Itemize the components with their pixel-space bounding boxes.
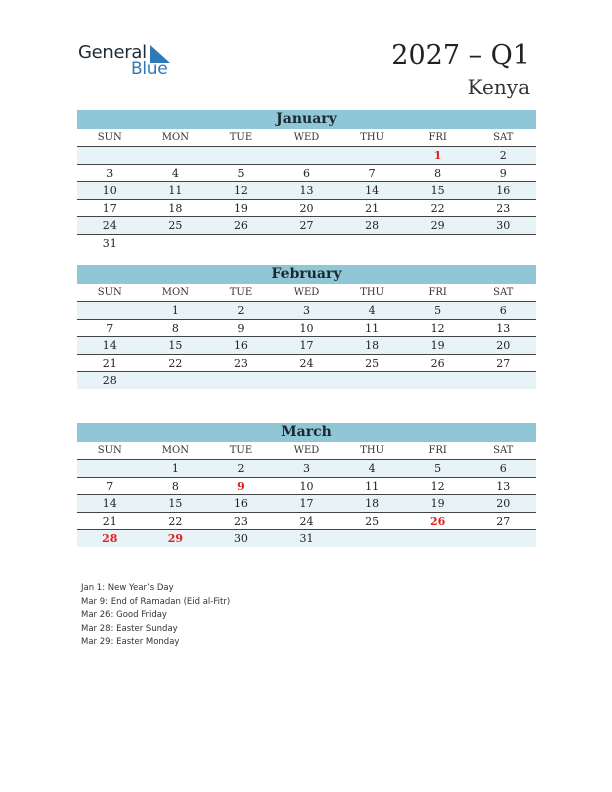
country-name: Kenya bbox=[467, 75, 530, 99]
week-row bbox=[77, 478, 536, 496]
day-cell: 19 bbox=[430, 339, 445, 352]
day-cell: 16 bbox=[496, 184, 511, 197]
day-cell: 4 bbox=[368, 462, 376, 475]
page-title: 2027 – Q1 bbox=[391, 40, 530, 71]
weekday-label: MON bbox=[161, 132, 189, 143]
day-cell: 5 bbox=[434, 462, 442, 475]
day-cell bbox=[339, 235, 405, 252]
holiday-note: Mar 9: End of Ramadan (Eid al-Fitr) bbox=[81, 596, 231, 607]
day-cell: 19 bbox=[233, 201, 248, 215]
day-cell: 28 bbox=[365, 219, 380, 232]
day-cell bbox=[208, 235, 274, 252]
day-cell: 15 bbox=[168, 339, 183, 352]
day-cell: 10 bbox=[102, 184, 117, 197]
day-cell: 17 bbox=[299, 497, 314, 510]
day-cell: 5 bbox=[237, 166, 245, 180]
day-cell: 11 bbox=[168, 184, 183, 197]
day-cell: 11 bbox=[365, 479, 380, 493]
holiday-day-cell: 29 bbox=[167, 532, 184, 545]
day-cell: 30 bbox=[496, 219, 511, 232]
day-cell: 9 bbox=[499, 166, 507, 180]
day-cell: 18 bbox=[365, 339, 380, 352]
weekday-header bbox=[77, 442, 536, 460]
weekday-label: SUN bbox=[97, 287, 122, 298]
day-cell: 6 bbox=[499, 304, 507, 317]
weekday-label: FRI bbox=[428, 132, 447, 143]
day-cell: 14 bbox=[102, 339, 117, 352]
week-row bbox=[77, 530, 536, 547]
day-cell: 12 bbox=[233, 184, 248, 197]
weekday-label: SAT bbox=[493, 445, 514, 456]
day-cell: 22 bbox=[168, 356, 183, 370]
day-cell: 12 bbox=[430, 479, 445, 493]
day-cell: 10 bbox=[299, 479, 314, 493]
day-cell bbox=[405, 372, 471, 389]
day-cell: 4 bbox=[171, 166, 179, 180]
day-cell: 23 bbox=[496, 201, 511, 215]
day-cell: 23 bbox=[233, 514, 248, 528]
day-cell: 24 bbox=[102, 219, 117, 232]
day-cell: 22 bbox=[168, 514, 183, 528]
day-cell: 8 bbox=[171, 479, 179, 493]
week-row bbox=[77, 320, 536, 338]
day-cell: 20 bbox=[496, 339, 511, 352]
weekday-label: WED bbox=[293, 445, 320, 456]
week-row bbox=[77, 460, 536, 478]
day-cell: 29 bbox=[430, 219, 445, 232]
weekday-label: THU bbox=[360, 132, 385, 143]
day-cell: 12 bbox=[430, 321, 445, 335]
day-cell: 15 bbox=[168, 497, 183, 510]
day-cell: 30 bbox=[233, 532, 248, 545]
week-row bbox=[77, 495, 536, 513]
day-cell bbox=[405, 235, 471, 252]
day-cell: 8 bbox=[171, 321, 179, 335]
day-cell bbox=[208, 147, 274, 164]
month-name: March bbox=[77, 423, 536, 442]
week-row bbox=[77, 372, 536, 389]
week-row bbox=[77, 337, 536, 355]
day-cell: 16 bbox=[233, 339, 248, 352]
week-row bbox=[77, 355, 536, 373]
day-cell bbox=[143, 147, 209, 164]
week-row bbox=[77, 235, 536, 252]
day-cell: 16 bbox=[233, 497, 248, 510]
day-cell: 3 bbox=[303, 462, 311, 475]
day-cell bbox=[208, 372, 274, 389]
day-cell: 31 bbox=[299, 532, 314, 545]
day-cell: 2 bbox=[499, 149, 507, 162]
weekday-label: SUN bbox=[97, 445, 122, 456]
day-cell bbox=[77, 302, 143, 319]
day-cell bbox=[274, 372, 340, 389]
day-cell: 22 bbox=[430, 201, 445, 215]
weekday-label: TUE bbox=[229, 132, 253, 143]
day-cell: 25 bbox=[365, 514, 380, 528]
day-cell: 14 bbox=[365, 184, 380, 197]
day-cell: 21 bbox=[365, 201, 380, 215]
day-cell: 13 bbox=[496, 321, 511, 335]
day-cell: 18 bbox=[365, 497, 380, 510]
month-february bbox=[77, 265, 536, 389]
day-cell bbox=[339, 147, 405, 164]
holiday-note: Jan 1: New Year’s Day bbox=[81, 583, 174, 593]
day-cell: 7 bbox=[106, 479, 114, 493]
week-row bbox=[77, 200, 536, 218]
weekday-label: WED bbox=[293, 287, 320, 298]
day-cell: 13 bbox=[299, 184, 314, 197]
day-cell: 5 bbox=[434, 304, 442, 317]
day-cell: 26 bbox=[430, 356, 445, 370]
weekday-label: THU bbox=[360, 445, 385, 456]
day-cell: 24 bbox=[299, 514, 314, 528]
day-cell bbox=[143, 372, 209, 389]
holiday-day-cell: 28 bbox=[102, 532, 118, 545]
day-cell bbox=[405, 530, 471, 547]
day-cell: 25 bbox=[365, 356, 380, 370]
day-cell: 1 bbox=[171, 462, 179, 475]
logo-word-general: General bbox=[78, 42, 147, 63]
weekday-label: SAT bbox=[493, 132, 514, 143]
day-cell: 4 bbox=[368, 304, 376, 317]
week-row bbox=[77, 147, 536, 165]
day-cell: 11 bbox=[365, 321, 380, 335]
day-cell: 17 bbox=[299, 339, 314, 352]
day-cell bbox=[470, 235, 536, 252]
holiday-day-cell: 9 bbox=[237, 479, 245, 493]
day-cell: 23 bbox=[233, 356, 248, 370]
week-row bbox=[77, 182, 536, 200]
logo-word-blue: Blue bbox=[131, 59, 168, 79]
weekday-label: MON bbox=[161, 445, 189, 456]
day-cell: 28 bbox=[102, 374, 117, 387]
day-cell bbox=[77, 147, 143, 164]
month-name: February bbox=[77, 265, 536, 284]
week-row bbox=[77, 165, 536, 183]
holiday-day-cell: 1 bbox=[433, 149, 442, 162]
day-cell: 17 bbox=[102, 201, 117, 215]
day-cell bbox=[339, 372, 405, 389]
weekday-label: SUN bbox=[97, 132, 122, 143]
weekday-header bbox=[77, 284, 536, 302]
day-cell: 27 bbox=[496, 356, 511, 370]
day-cell: 2 bbox=[237, 462, 245, 475]
weekday-label: FRI bbox=[428, 287, 447, 298]
weekday-label: THU bbox=[360, 287, 385, 298]
day-cell: 6 bbox=[303, 166, 311, 180]
day-cell: 10 bbox=[299, 321, 314, 335]
weekday-label: FRI bbox=[428, 445, 447, 456]
holiday-note: Mar 26: Good Friday bbox=[81, 610, 167, 620]
weekday-label: TUE bbox=[229, 445, 253, 456]
day-cell: 21 bbox=[102, 356, 117, 370]
day-cell bbox=[470, 372, 536, 389]
day-cell: 6 bbox=[499, 462, 507, 475]
day-cell: 18 bbox=[168, 201, 183, 215]
day-cell bbox=[339, 530, 405, 547]
holiday-note: Mar 28: Easter Sunday bbox=[81, 623, 178, 634]
day-cell: 7 bbox=[368, 166, 376, 180]
week-row bbox=[77, 513, 536, 531]
day-cell bbox=[77, 460, 143, 477]
day-cell: 13 bbox=[496, 479, 511, 493]
weekday-label: TUE bbox=[229, 287, 253, 298]
day-cell: 27 bbox=[299, 219, 314, 232]
day-cell: 2 bbox=[237, 304, 245, 317]
day-cell: 7 bbox=[106, 321, 114, 335]
day-cell bbox=[470, 530, 536, 547]
day-cell: 31 bbox=[102, 236, 117, 250]
day-cell: 3 bbox=[106, 166, 114, 180]
day-cell: 8 bbox=[434, 166, 442, 180]
month-name: January bbox=[77, 110, 536, 129]
day-cell: 3 bbox=[303, 304, 311, 317]
day-cell: 20 bbox=[496, 497, 511, 510]
day-cell: 14 bbox=[102, 497, 117, 510]
day-cell: 1 bbox=[171, 304, 179, 317]
logo bbox=[78, 42, 178, 82]
day-cell: 19 bbox=[430, 497, 445, 510]
day-cell: 9 bbox=[237, 321, 245, 335]
holiday-note: Mar 29: Easter Monday bbox=[81, 637, 180, 647]
day-cell bbox=[143, 235, 209, 252]
month-march bbox=[77, 423, 536, 547]
weekday-header bbox=[77, 129, 536, 147]
day-cell bbox=[274, 147, 340, 164]
weekday-label: SAT bbox=[493, 287, 514, 298]
weekday-label: MON bbox=[161, 287, 189, 298]
week-row bbox=[77, 302, 536, 320]
day-cell: 27 bbox=[496, 514, 511, 528]
day-cell: 21 bbox=[102, 514, 117, 528]
day-cell: 26 bbox=[233, 219, 248, 232]
day-cell: 24 bbox=[299, 356, 314, 370]
day-cell: 15 bbox=[430, 184, 445, 197]
day-cell: 20 bbox=[299, 201, 314, 215]
month-january bbox=[77, 110, 536, 251]
holiday-notes bbox=[81, 582, 230, 650]
week-row bbox=[77, 217, 536, 235]
day-cell bbox=[274, 235, 340, 252]
weekday-label: WED bbox=[293, 132, 320, 143]
holiday-day-cell: 26 bbox=[430, 514, 446, 528]
day-cell: 25 bbox=[168, 219, 183, 232]
